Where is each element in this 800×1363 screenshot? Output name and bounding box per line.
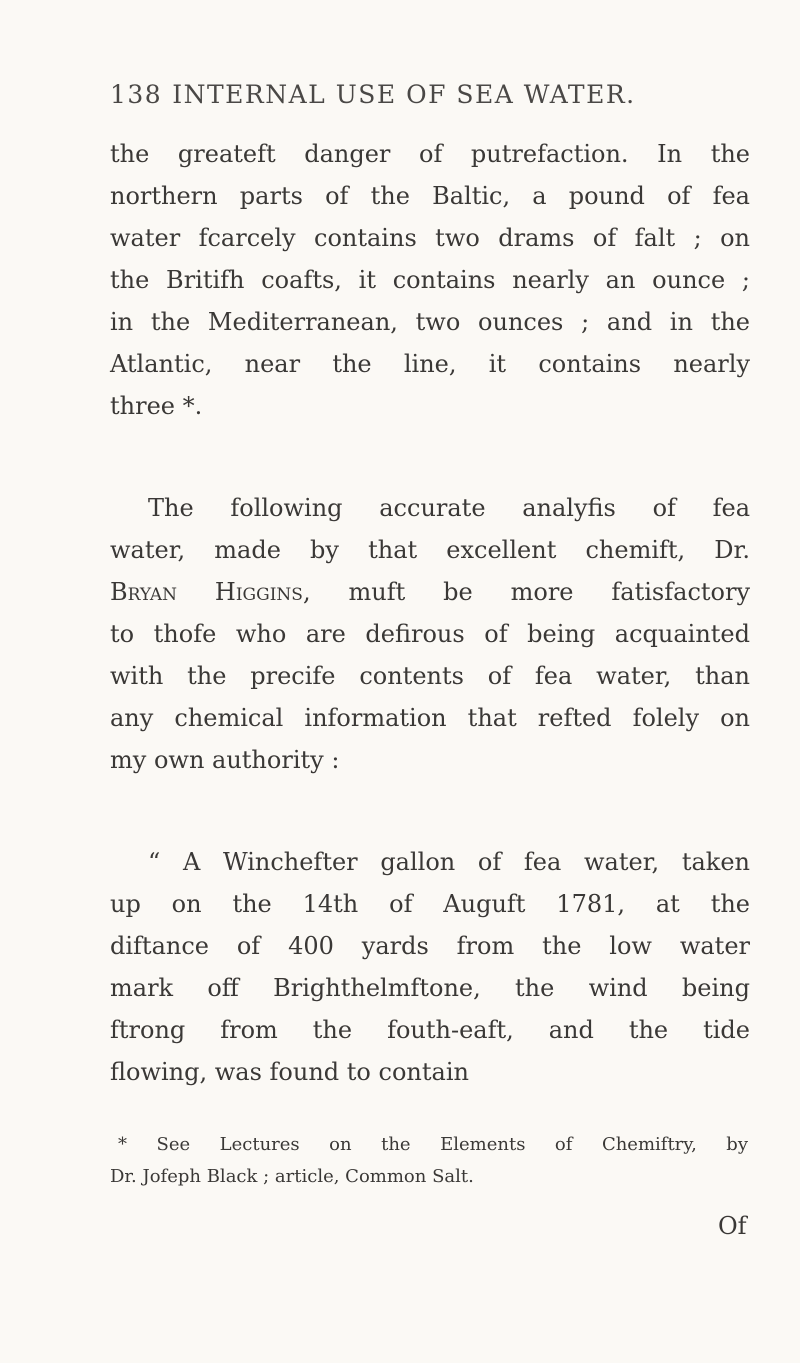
person-name: Bryan Higgins <box>110 578 303 606</box>
text-line: any chemical information that refted folely on <box>110 704 750 732</box>
running-title: INTERNAL USE OF SEA WATER. <box>172 80 636 109</box>
text-line: northern parts of the Baltic, a pound of fea <box>110 182 750 210</box>
text-line: The following accurate analyfis of fea <box>148 494 750 522</box>
text-line: “ A Winchefter gallon of fea water, taken <box>148 848 750 876</box>
footnote-line: Dr. Jofeph Black ; article, Common Salt. <box>110 1166 474 1187</box>
text-line: the greateft danger of putrefaction. In the <box>110 140 750 168</box>
text-line: water fcarcely contains two drams of falt ; on <box>110 224 750 252</box>
text-line: mark off Brighthelmftone, the wind being <box>110 974 750 1002</box>
text-line: flowing, was found to contain <box>110 1058 469 1086</box>
text-line: diftance of 400 yards from the low water <box>110 932 750 960</box>
text-line: in the Mediterranean, two ounces ; and in the <box>110 308 750 336</box>
text-line: up on the 14th of Auguft 1781, at the <box>110 890 750 918</box>
text-line: Atlantic, near the line, it contains nearly <box>110 350 750 378</box>
text-line: to thofe who are defirous of being acquainted <box>110 620 750 648</box>
footnote-line: * See Lectures on the Elements of Chemiftry, by <box>118 1134 748 1155</box>
running-head <box>110 80 636 109</box>
page-number: 138 <box>110 80 163 109</box>
text-line: three *. <box>110 392 203 420</box>
text-line: my own authority : <box>110 746 340 774</box>
text-line: ftrong from the fouth-eaft, and the tide <box>110 1016 750 1044</box>
text-line: Bryan Higgins, muft be more fatisfactory <box>110 578 751 606</box>
catchword: Of <box>718 1212 747 1240</box>
text-line: water, made by that excellent chemift, Dr. <box>110 536 750 564</box>
text-line: with the precife contents of fea water, than <box>110 662 750 690</box>
text-line: the Britifh coafts, it contains nearly an ounce ; <box>110 266 750 294</box>
